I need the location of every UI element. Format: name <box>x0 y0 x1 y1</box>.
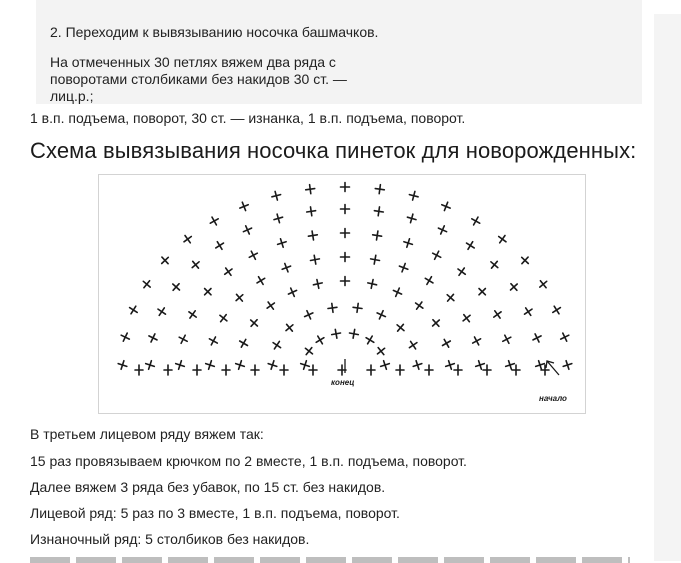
next-line-fragment <box>30 557 630 563</box>
stitch-stroke <box>371 280 373 289</box>
stitch-stroke <box>468 242 473 250</box>
text-line: Далее вяжем 3 ряда без убавок, по 15 ст. без накидов. <box>30 479 386 495</box>
text-line: В третьем лицевом ряду вяжем так: <box>30 426 264 442</box>
stitch-stroke <box>312 231 313 240</box>
stitch-stroke <box>374 255 376 264</box>
stitch-stroke <box>310 185 311 194</box>
text-line: Изнаночный ряд: 5 столбиков без накидов. <box>30 531 310 547</box>
paragraph-line: На отмеченных 30 петлях вяжем два ряда с <box>50 54 336 70</box>
stitch-stroke <box>378 207 379 216</box>
diagram-label-start: начало <box>539 394 567 403</box>
stitch-stroke <box>553 308 561 313</box>
text-line: 15 раз провязываем крючком по 2 вместе, 1 в.п. подъема, поворот. <box>30 453 467 469</box>
diagram-label-end: конец <box>331 378 355 387</box>
stitch-stroke <box>413 191 415 200</box>
stitch-stroke <box>409 343 417 348</box>
stitch-stroke <box>335 329 337 338</box>
stitch-stroke <box>379 185 380 194</box>
stitch-stroke <box>459 268 464 275</box>
crochet-scheme-svg <box>99 175 585 413</box>
stitch-stroke <box>500 236 505 243</box>
stitch-stroke <box>226 268 231 275</box>
stitch-stroke <box>275 191 277 200</box>
step-paragraph <box>50 54 410 105</box>
stitch-stroke <box>314 255 316 264</box>
stitch-stroke <box>377 231 378 240</box>
paragraph-line: поворотами столбиками без накидов 30 ст. — <box>50 71 347 87</box>
stitch-stroke <box>318 336 323 344</box>
page-margin <box>654 0 681 561</box>
crochet-diagram <box>98 174 586 414</box>
stitch-stroke <box>417 302 422 309</box>
step-title: 2. Переходим к вывязыванию носочка башмачков. <box>50 24 379 40</box>
stitch-stroke <box>268 302 273 309</box>
stitch-stroke <box>368 336 373 344</box>
stitch-stroke <box>525 309 533 314</box>
text-line: Лицевой ряд: 5 раз по 3 вместе, 1 в.п. подъема, поворот. <box>30 505 400 521</box>
instruction-line: 1 в.п. подъема, поворот, 30 ст. — изнанка, 1 в.п. подъема, поворот. <box>30 110 466 126</box>
stitch-stroke <box>130 308 138 313</box>
stitch-stroke <box>317 280 319 289</box>
stitch-stroke <box>273 343 281 348</box>
stitch-stroke <box>332 303 333 312</box>
stitch-stroke <box>158 309 166 314</box>
stitch-stroke <box>217 242 222 250</box>
stitch-stroke <box>353 329 355 338</box>
stitch-stroke <box>189 312 196 317</box>
scheme-heading: Схема вывязывания носочка пинеток для новорожденных: <box>30 138 637 163</box>
stitch-stroke <box>357 303 358 312</box>
stitch-stroke <box>185 236 190 243</box>
stitch-stroke <box>494 312 501 317</box>
stitch-stroke <box>311 207 312 216</box>
paragraph-line: лиц.р.; <box>50 88 94 104</box>
